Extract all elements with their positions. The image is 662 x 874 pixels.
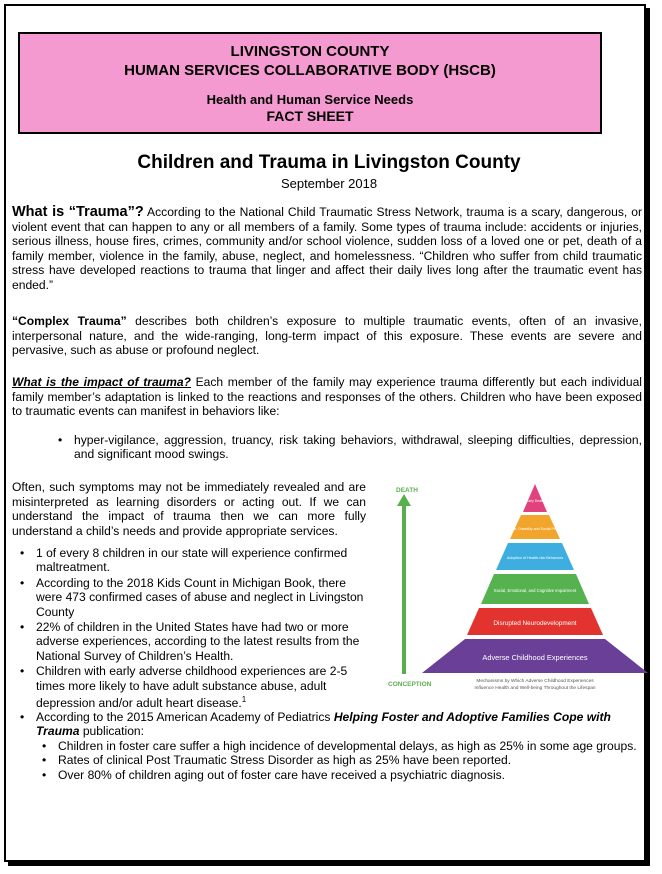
aap-publication: Helping Foster and Adoptive Families Cope with Trauma <box>36 710 611 739</box>
pyramid-caption-line1: Mechanisms by Which Adverse Childhood Experiences <box>476 679 594 684</box>
behaviors-list <box>52 433 642 462</box>
impact-heading: What is the impact of trauma? <box>12 375 191 389</box>
page-date: September 2018 <box>280 176 378 191</box>
complex-trauma-paragraph <box>12 314 642 358</box>
fact-item-text: Children with early adverse childhood experiences are 2-5 times more likely to have adult substance abuse, adult depression and/or adult heart disease. <box>36 664 348 711</box>
impact-paragraph <box>12 375 642 419</box>
header-organization: HUMAN SERVICES COLLABORATIVE BODY (HSCB) <box>124 62 496 79</box>
aap-suffix: publication: <box>79 724 145 739</box>
complex-trauma-heading: “Complex Trauma” <box>12 314 127 328</box>
aap-subitem: • Children in foster care suffer a high incidence of developmental delays, as high as 25% in some age groups. <box>58 739 650 753</box>
aap-item <box>36 710 650 739</box>
complex-trauma-text: describes both children’s exposure to multiple traumatic events, often of an invasive, interpersonal nature, and the wide-ranging, long-term impact of this exposure. These events are severe and pervasive, such as abuse or profound neglect. <box>12 314 643 358</box>
pyramid-level-label: Social, Emotional, and Cognitive Impairment <box>493 588 577 593</box>
what-is-trauma-heading: What is “Trauma”? <box>12 204 144 220</box>
impact-text: Each member of the family may experience trauma differently but each individual family member’s adaptation is linked to the reactions and responses of the others. Children who have been exposed to traumatic events can manifest in behaviors like: <box>12 375 642 419</box>
page-title: Children and Trauma in Livingston County <box>137 152 521 173</box>
header-county: LIVINGSTON COUNTY <box>230 43 390 60</box>
fact-item: • 1 of every 8 children in our state will experience confirmed maltreatment. <box>36 546 370 575</box>
header-fact-sheet: FACT SHEET <box>266 108 354 124</box>
header-subtitle: Health and Human Service Needs <box>206 92 414 107</box>
pyramid-caption-line2: Influence Health and Well-being Throughout the Lifespan <box>474 686 596 691</box>
pyramid-top-label: DEATH <box>396 487 418 494</box>
aap-list <box>14 710 650 782</box>
ace-pyramid-diagram <box>388 482 650 694</box>
pyramid-level-label: Adverse Childhood Experiences <box>482 653 588 662</box>
pyramid-level-early-death <box>523 484 547 512</box>
what-is-trauma-text: According to the National Child Traumatic Stress Network, trauma is a scary, dangerous, or violent event that can happen to any or all members of a family. Some types of trauma include: accidents or injuries, serious illness, house fires, crimes, community and/or school violence, sudden loss of a loved one or pet, death of a family member, violence in the family, abuse, neglect, and homelessness. “Children who suffer from child traumatic stress have developed reactions to trauma that linger and affect their daily lives long after the traumatic event has ended.” <box>12 205 642 292</box>
aap-subitem: • Over 80% of children aging out of foster care have received a psychiatric diagnosis. <box>58 768 650 782</box>
pyramid-arrow-head <box>397 494 411 506</box>
aap-subitem: • Rates of clinical Post Traumatic Stress Disorder as high as 25% have been reported. <box>58 753 650 767</box>
what-is-trauma-paragraph <box>12 205 642 293</box>
behaviors-item: • hyper-vigilance, aggression, truancy, risk taking behaviors, withdrawal, sleeping difficulties, depression, and significant mood swings. <box>74 433 642 462</box>
pyramid-level-label: Disrupted Neurodevelopment <box>493 620 577 627</box>
symptoms-paragraph: Often, such symptoms may not be immediately revealed and are misinterpreted as learning disorders or acting out. If we can understand the impact of trauma then we can more fully understand a child’s needs and provide appropriate services. <box>12 480 366 538</box>
aap-prefix: According to the 2015 American Academy of Pediatrics <box>36 710 334 724</box>
pyramid-level-label: Adoption of Health-risk Behaviors <box>506 556 564 560</box>
facts-list <box>14 546 370 711</box>
footnote-ref: 1 <box>241 695 247 705</box>
fact-item <box>36 664 370 710</box>
pyramid-level-label: Disease, Disability and Social Problems <box>503 527 567 531</box>
pyramid-level-label: Early Death <box>526 499 544 503</box>
pyramid-bottom-label: CONCEPTION <box>388 681 432 688</box>
header-banner <box>18 32 602 134</box>
fact-item: • According to the 2018 Kids Count in Michigan Book, there were 473 confirmed cases of abuse and neglect in Livingston County <box>36 576 370 619</box>
fact-item: • 22% of children in the United States have had two or more adverse experiences, according to the latest results from the National Survey of Children’s Health. <box>36 620 370 663</box>
